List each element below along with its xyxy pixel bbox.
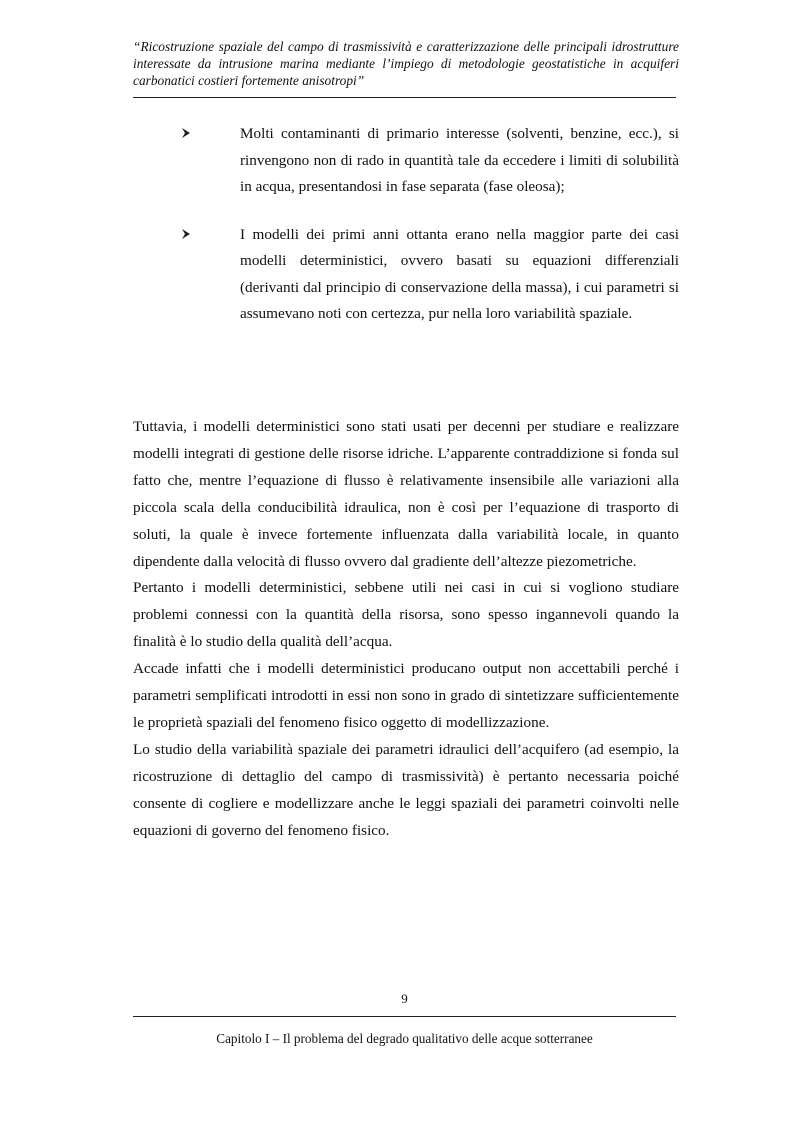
footer-divider xyxy=(133,1016,676,1017)
running-header xyxy=(133,38,679,89)
bullet-item xyxy=(133,222,679,328)
page-number: 9 xyxy=(401,991,408,1006)
paragraph: Accade infatti che i modelli deterministici producano output non accettabili perché i parametri semplificati introdotti in essi non sono in grado di sintetizzare sufficientemente le proprietà spaziali del fenomeno fisico oggetto di modellizzazione. xyxy=(133,660,679,731)
arrowhead-bullet-icon xyxy=(182,128,190,138)
header-title: “Ricostruzione spaziale del campo di trasmissività e caratterizzazione delle principali idrostrutture interessate da intrusione marina mediante l’impiego di metodologie geostatistiche in acquiferi carbonatici costieri fortemente anisotropi” xyxy=(133,39,679,88)
paragraph: Lo studio della variabilità spaziale dei parametri idraulici dell’acquifero (ad esempio, la ricostruzione di dettaglio del campo di trasmissività) è pertanto necessaria poiché consente di cogliere e modellizzare anche le leggi spaziali dei parametri coinvolti nelle equazioni di governo del fenomeno fisico. xyxy=(133,740,679,839)
header-divider xyxy=(133,97,676,98)
bullet-item xyxy=(133,121,679,201)
paragraph: Pertanto i modelli deterministici, sebbene utili nei casi in cui si vogliono studiare problemi connessi con la quantità della risorsa, sono spesso ingannevoli quando la finalità è lo studio della qualità dell’acqua. xyxy=(133,579,679,651)
bullet-text: I modelli dei primi anni ottanta erano nella maggior parte dei casi modelli deterministici, ovvero basati su equazioni differenziali (derivanti dal principio di conservazione della massa), i cui parametri si assumevano noti con certezza, pur nella loro variabilità spaziale. xyxy=(240,225,679,322)
paragraph: Tuttavia, i modelli deterministici sono stati usati per decenni per studiare e realizzare modelli integrati di gestione delle risorse idriche. L’apparente contraddizione si fonda sul fatto che, mentre l’equazione di flusso è relativamente insensibile alle variazioni alla piccola scala della conducibilità idraulica, non è così per l’equazione di trasporto di soluti, la quale è invece fortemente influenzata dalla variabilità locale, in quanto dipendente dalla velocità di flusso ovvero dal gradiente dell’altezze piezometriche. xyxy=(133,418,679,570)
arrowhead-bullet-icon xyxy=(182,229,190,239)
bullet-text: Molti contaminanti di primario interesse (solventi, benzine, ecc.), si rinvengono non di rado in quantità tale da eccedere i limiti di solubilità in acqua, presentandosi in fase separata (fase oleosa); xyxy=(240,125,679,195)
bullet-list xyxy=(133,121,679,349)
body-text xyxy=(133,414,679,845)
running-footer: Capitolo I – Il problema del degrado qualitativo delle acque sotterranee xyxy=(216,1031,593,1046)
